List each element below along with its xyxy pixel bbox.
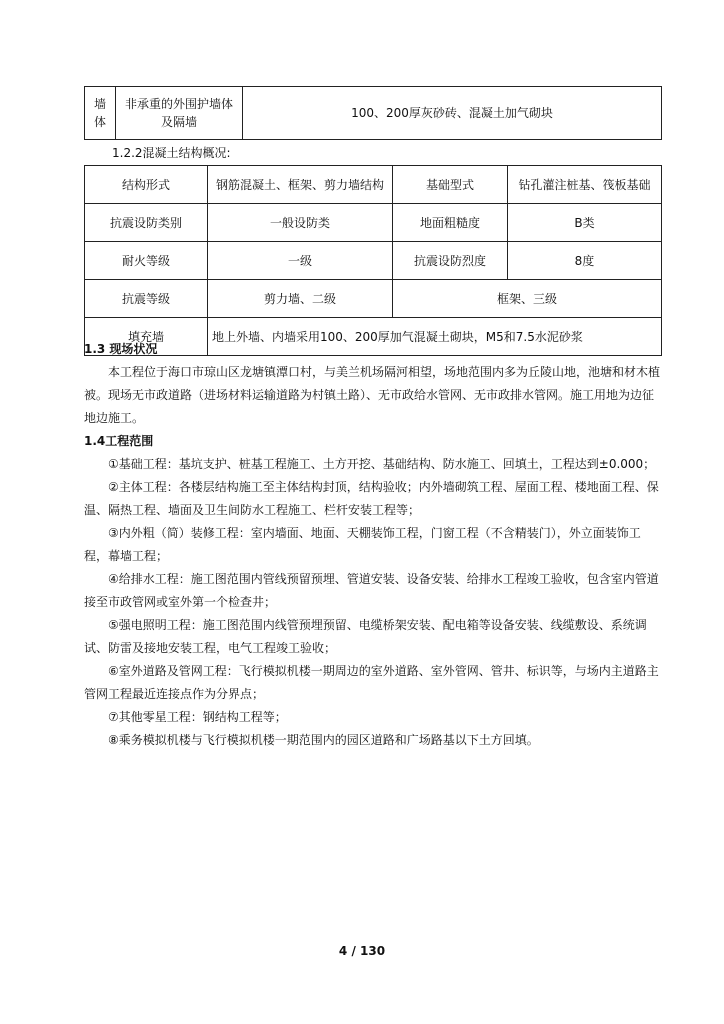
table-row <box>85 280 662 318</box>
table-cell: B类 <box>508 204 662 242</box>
table-cell: 框架、三级 <box>393 280 662 318</box>
scope-item: ③内外粗（简）装修工程：室内墙面、地面、天棚装饰工程，门窗工程（不含精装门），外立面装饰工程，幕墙工程； <box>84 526 641 563</box>
section-1-3-heading: 1.3 现场状况 <box>84 342 158 356</box>
table-cell: 结构形式 <box>85 166 208 204</box>
scope-item: ⑥室外道路及管网工程：飞行模拟机楼一期周边的室外道路、室外管网、管井、标识等，与场内主道路主管网工程最近连接点作为分界点； <box>84 664 659 701</box>
table-cell: 钻孔灌注桩基、筏板基础 <box>508 166 662 204</box>
scope-item: ②主体工程：各楼层结构施工至主体结构封顶，结构验收；内外墙砌筑工程、屋面工程、楼地面工程、保温、隔热工程、墙面及卫生间防水工程施工、栏杆安装工程等； <box>84 480 659 517</box>
table-cell: 剪力墙、二级 <box>208 280 393 318</box>
table-cell: 抗震设防类别 <box>85 204 208 242</box>
table-cell: 钢筋混凝土、框架、剪力墙结构 <box>208 166 393 204</box>
table-cell: 基础型式 <box>393 166 508 204</box>
table-cell: 地面粗糙度 <box>393 204 508 242</box>
table-row <box>85 242 662 280</box>
table-row <box>85 87 662 140</box>
section-1-2-2-heading: 1.2.2混凝土结构概况: <box>112 146 231 160</box>
section-1-4-heading: 1.4工程范围 <box>84 434 154 448</box>
body-content <box>84 338 662 752</box>
section-1-3-paragraph: 本工程位于海口市琼山区龙塘镇潭口村，与美兰机场隔河相望，场地范围内多为丘陵山地，池塘和材木植被。现场无市政道路（进场材料运输道路为村镇土路）、无市政给水管网、无市政排水管网。施工用地为边征地边施工。 <box>84 365 661 425</box>
table-cell: 耐火等级 <box>85 242 208 280</box>
table-cell: 抗震设防烈度 <box>393 242 508 280</box>
table-cell: 填充墙 <box>85 318 208 356</box>
wall-material-cell: 100、200厚灰砂砖、混凝土加气砌块 <box>243 87 662 140</box>
wall-table <box>84 86 662 140</box>
table-row <box>85 204 662 242</box>
scope-item: ⑦其他零星工程：钢结构工程等； <box>108 710 287 724</box>
table-cell: 一般设防类 <box>208 204 393 242</box>
table-cell: 地上外墙、内墙采用100、200厚加气混凝土砌块，M5和7.5水泥砂浆 <box>208 318 662 356</box>
concrete-structure-table <box>84 165 662 356</box>
scope-item: ④给排水工程：施工图范围内管线预留预埋、管道安装、设备安装、给排水工程竣工验收，包含室内管道接至市政管网或室外第一个检查井； <box>84 572 659 609</box>
scope-item: ⑧乘务模拟机楼与飞行模拟机楼一期范围内的园区道路和广场路基以下土方回填。 <box>108 733 539 747</box>
table-row <box>85 166 662 204</box>
table-cell: 抗震等级 <box>85 280 208 318</box>
wall-type-cell: 非承重的外围护墙体及隔墙 <box>116 87 243 140</box>
table-cell: 8度 <box>508 242 662 280</box>
table-cell: 一级 <box>208 242 393 280</box>
page-number: 4 / 130 <box>338 944 386 958</box>
scope-item: ①基础工程：基坑支护、桩基工程施工、土方开挖、基础结构、防水施工、回填土，工程达到±0.000； <box>108 457 656 471</box>
scope-item: ⑤强电照明工程：施工图范围内线管预埋预留、电缆桥架安装、配电箱等设备安装、线缆敷设、系统调试、防雷及接地安装工程，电气工程竣工验收； <box>84 618 647 655</box>
wall-category-cell: 墙体 <box>85 87 116 140</box>
